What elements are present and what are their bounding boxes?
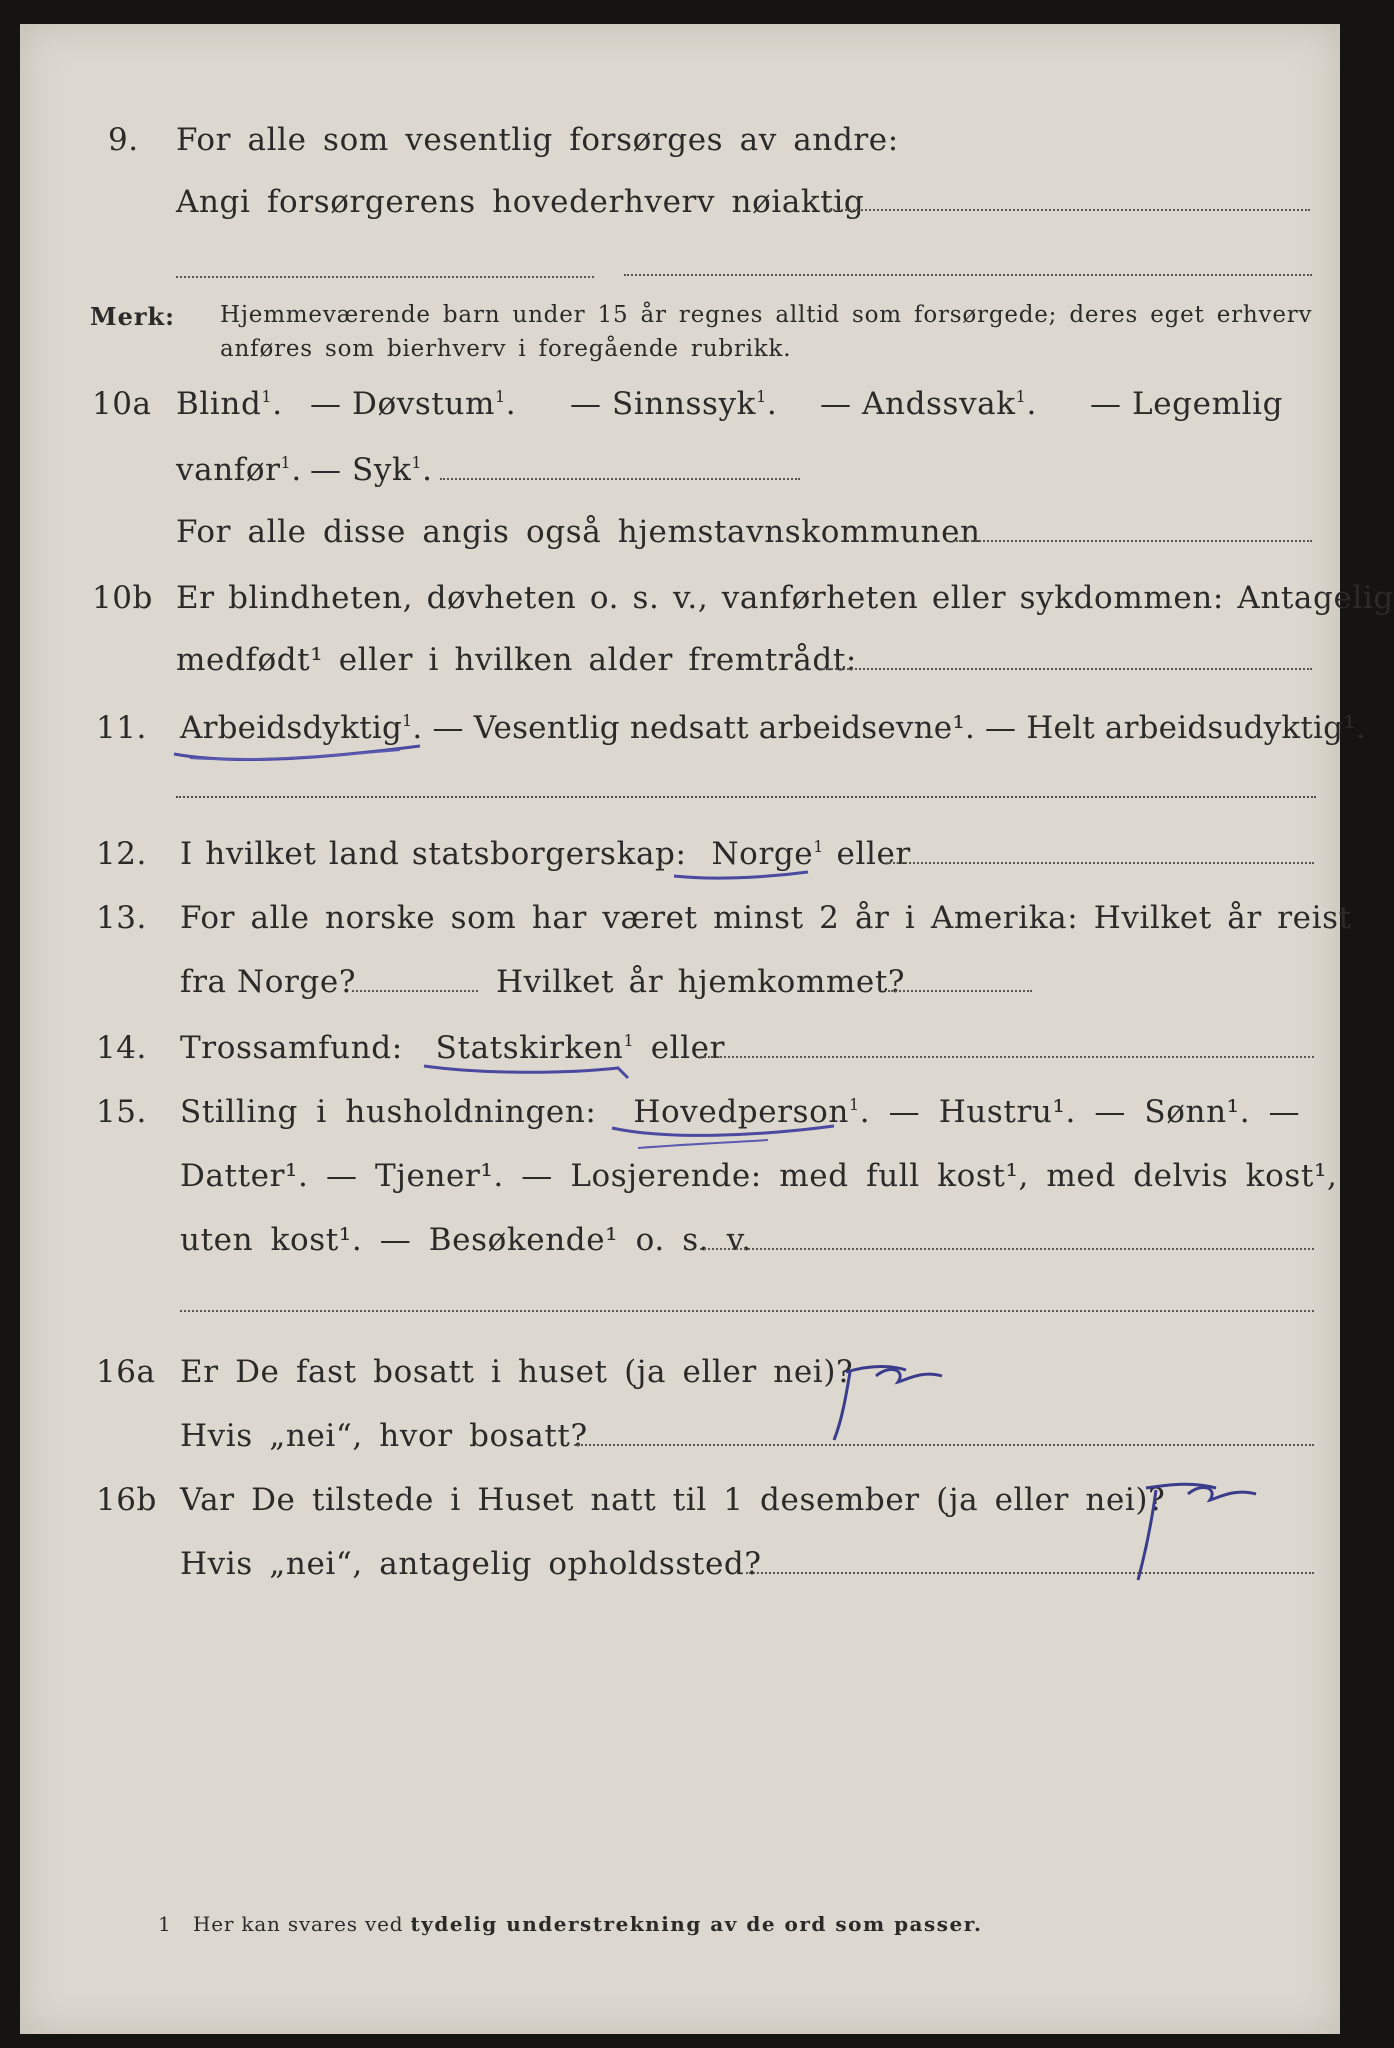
q15-line-2: Datter¹. — Tjener¹. — Losjerende: med full kost¹, med delvis kost¹, (180, 1158, 1338, 1194)
merk-label: Merk: (90, 302, 175, 331)
q9-number: 9. (108, 122, 139, 158)
q10a-line-3: For alle disse angis også hjemstavnskommunen (176, 514, 981, 550)
q13-reist-line (352, 990, 478, 992)
q10b-line-1: Er blindheten, døvheten o. s. v., vanførheten eller sykdommen: Antagelig (176, 580, 1394, 616)
q10a-number: 10a (92, 386, 152, 422)
q16a-bosatt-line (574, 1444, 1314, 1446)
q16b-opholdssted-line (746, 1572, 1314, 1574)
q14-option-statskirken: Statskirken (435, 1030, 624, 1066)
q9-line-2: Angi forsørgerens hovederhverv nøiaktig (176, 184, 865, 220)
q10a-option-legemlig: — Legemlig (1090, 386, 1284, 422)
q9-line-1: For alle som vesentlig forsørges av andre: (176, 122, 899, 158)
q16b-line-1: Var De tilstede i Huset natt til 1 desember (ja eller nei)? (180, 1482, 1166, 1518)
q16a-line-1: Er De fast bosatt i huset (ja eller nei)? (180, 1354, 854, 1390)
q12-option-norge: Norge (711, 836, 814, 872)
q14-underline-mark (422, 1058, 642, 1080)
q15-answer-line (700, 1248, 1314, 1250)
q16b-handwritten-answer (1116, 1466, 1276, 1586)
q12-number: 12. (96, 836, 147, 872)
q10a-kommune-line (956, 540, 1312, 542)
q9-answer-line-2b (624, 274, 1312, 276)
q11-option-arbeidsdyktig: Arbeidsdyktig (180, 710, 403, 746)
q15-line-3: uten kost¹. — Besøkende¹ o. s. v. (180, 1222, 752, 1258)
q14-text: Trossamfund: Statskirken$^1$ eller (180, 1030, 726, 1066)
q10a-option-sinnssyk: — Sinnssyk$^1$. (570, 386, 778, 422)
q15-answer-line-2 (180, 1310, 1314, 1312)
q12-underline-mark (672, 866, 812, 886)
q15-line-1: Stilling i husholdningen: Hovedperson$^1$. — Hustru¹. — Sønn¹. — (180, 1094, 1301, 1130)
q15-number: 15. (96, 1094, 147, 1130)
q13-line-1: For alle norske som har været minst 2 år i Amerika: Hvilket år reist (180, 900, 1352, 936)
q10b-number: 10b (92, 580, 153, 616)
q14-answer-line (700, 1056, 1314, 1058)
q10a-option-andssvak: — Andssvak$^1$. (820, 386, 1037, 422)
q9-answer-line-2a (176, 276, 594, 278)
q13-number: 13. (96, 900, 147, 936)
q11-answer-line (176, 796, 1316, 798)
q12-answer-line (886, 862, 1314, 864)
q16a-number: 16a (96, 1354, 156, 1390)
q11-options: Arbeidsdyktig$^1$. — Vesentlig nedsatt arbeidsevne¹. — Helt arbeidsudyktig¹. (180, 710, 1366, 746)
q10b-answer-line (820, 668, 1312, 670)
q10a-option-syk: — Syk$^1$. (310, 452, 433, 488)
q16a-answer-text: ja (1006, 1536, 1007, 1537)
q16a-line-2: Hvis „nei“, hvor bosatt? (180, 1418, 588, 1454)
q14-number: 14. (96, 1030, 147, 1066)
footnote: 1 Her kan svares ved tydelig understrekning av de ord som passer. (158, 1912, 983, 1936)
q10a-answer-line (440, 478, 800, 480)
q13-line-2a: fra Norge? (180, 964, 357, 1000)
q10a-option-blind: Blind$^1$. (176, 386, 283, 422)
q10b-line-2: medfødt¹ eller i hvilken alder fremtrådt: (176, 642, 857, 678)
census-form-page (20, 24, 1394, 2034)
q12-text: I hvilket land statsborgerskap: Norge$^1$ eller (180, 836, 911, 872)
q16b-line-2: Hvis „nei“, antagelig opholdssted? (180, 1546, 762, 1582)
q10a-option-vanfor: vanfør$^1$. (176, 452, 302, 488)
q9-answer-line (826, 209, 1310, 211)
q11-underline-mark (170, 736, 430, 766)
q16b-number: 16b (96, 1482, 157, 1518)
merk-line-2: anføres som bierhverv i foregående rubrikk. (220, 336, 792, 362)
q15-option-hovedperson: Hovedperson (633, 1094, 849, 1130)
q11-number: 11. (96, 710, 147, 746)
q16a-handwritten-answer (806, 1336, 1007, 1537)
merk-line-1: Hjemmeværende barn under 15 år regnes alltid som forsørgede; deres eget erhverv (220, 302, 1313, 328)
q15-underline-mark (608, 1122, 848, 1156)
q10a-option-dovstum: — Døvstum$^1$. (310, 386, 517, 422)
q13-hjemkommet-line (888, 990, 1032, 992)
q13-line-2b: Hvilket år hjemkommet? (496, 964, 906, 1000)
